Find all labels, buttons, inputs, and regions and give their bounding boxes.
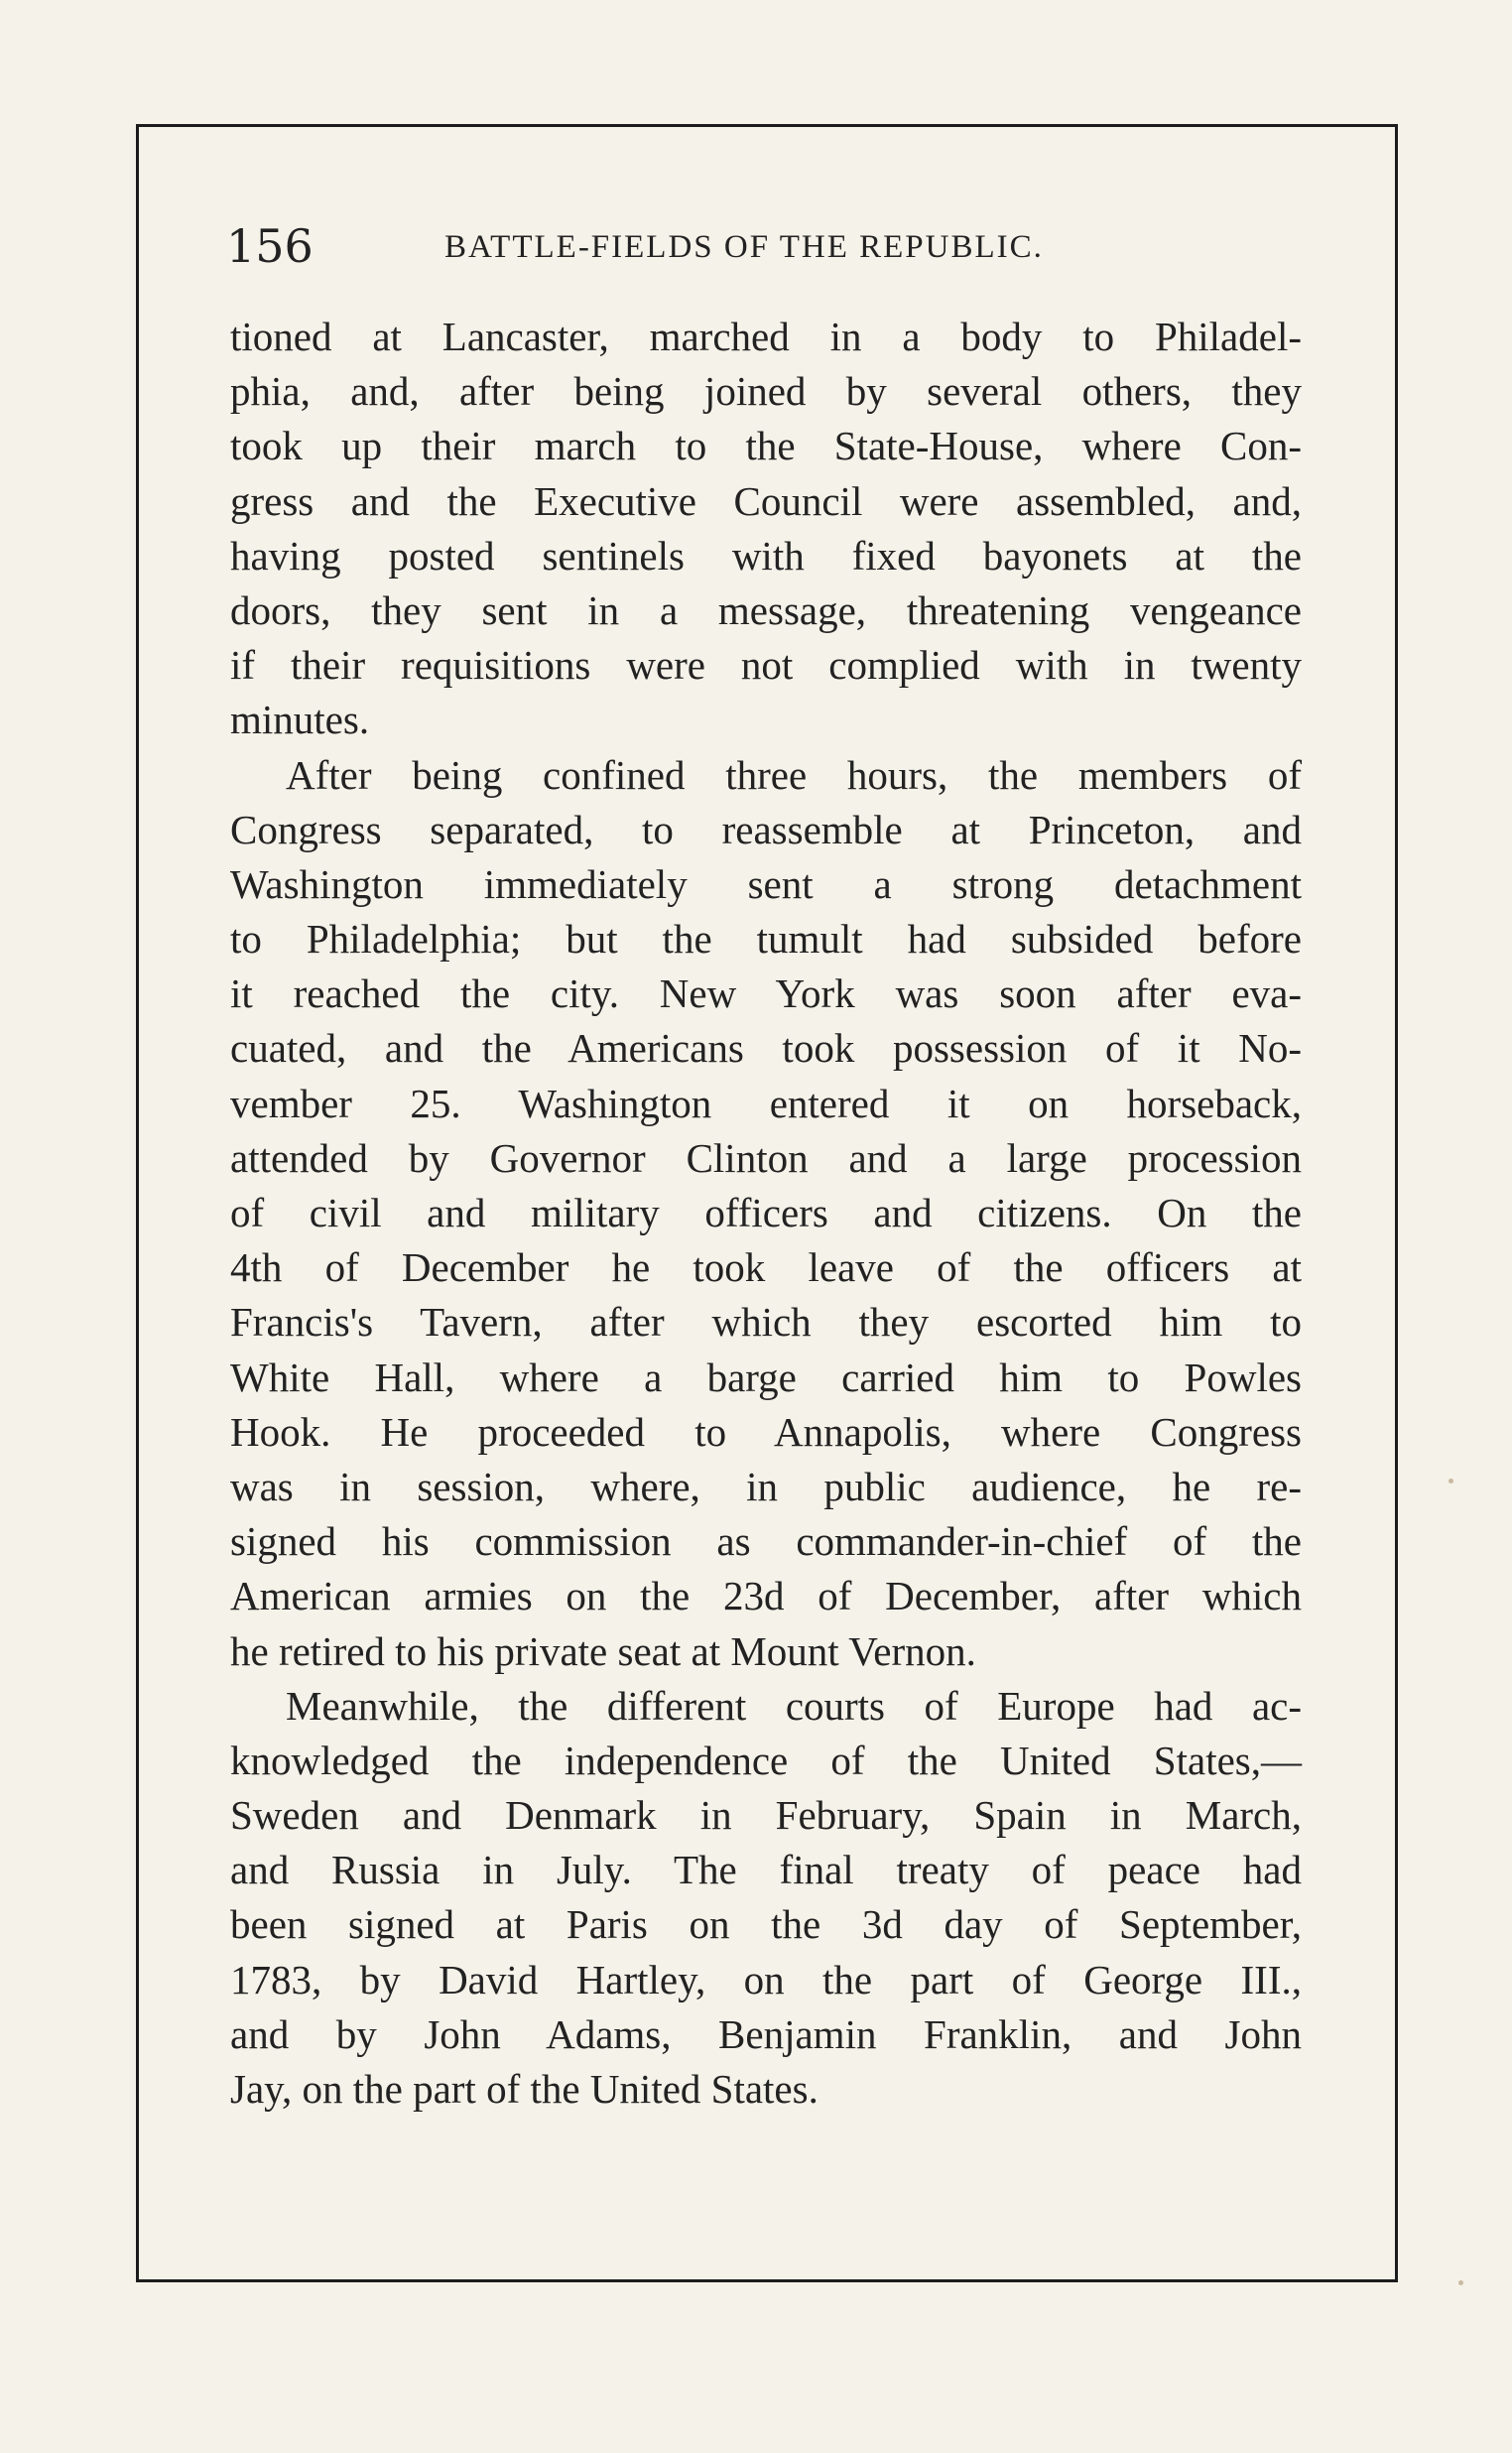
running-title: BATTLE-FIELDS OF THE REPUBLIC.: [444, 229, 1044, 265]
text-line: 1783, by David Hartley, on the part of George III.,: [230, 1956, 1302, 2002]
text-line: it reached the city. New York was soon after eva-: [230, 970, 1302, 1017]
text-line: Hook. He proceeded to Annapolis, where Congress: [230, 1408, 1302, 1455]
text-line: attended by Governor Clinton and a large procession: [230, 1134, 1302, 1181]
text-line: Meanwhile, the different courts of Europe had ac-: [286, 1682, 1302, 1729]
text-line: to Philadelphia; but the tumult had subsided before: [230, 916, 1302, 963]
text-line: and Russia in July. The final treaty of peace had: [230, 1847, 1302, 1893]
text-line: Francis's Tavern, after which they escorted him to: [230, 1299, 1302, 1346]
text-line: if their requisitions were not complied with in twenty: [230, 642, 1302, 689]
page-number: 156: [226, 219, 314, 273]
paragraph-3: [230, 1679, 1302, 2118]
text-line: been signed at Paris on the 3d day of September,: [230, 1901, 1302, 1948]
paragraph-2: [230, 748, 1302, 1679]
text-line: of civil and military officers and citizens. On the: [230, 1190, 1302, 1235]
text-line: cuated, and the Americans took possession of it No-: [230, 1025, 1302, 1072]
text-line: 4th of December he took leave of the officers at: [230, 1244, 1302, 1291]
paper-speck: [1458, 2280, 1463, 2285]
text-line: gress and the Executive Council were assembled, and,: [230, 477, 1302, 524]
text-line: he retired to his private seat at Mount Vernon.: [230, 1627, 976, 1674]
body-text: [230, 310, 1302, 2117]
text-line: Washington immediately sent a strong detachment: [230, 860, 1302, 907]
text-line: knowledged the independence of the United States,—: [230, 1737, 1302, 1783]
text-line: vember 25. Washington entered it on horseback,: [230, 1080, 1302, 1126]
page-header: [226, 216, 1367, 276]
text-line: having posted sentinels with fixed bayonets at the: [230, 532, 1302, 579]
text-line: tioned at Lancaster, marched in a body to Philadel-: [230, 314, 1302, 359]
text-line: White Hall, where a barge carried him to Powles: [230, 1354, 1302, 1400]
paragraph-1: [230, 310, 1302, 748]
text-line: and by John Adams, Benjamin Franklin, and John: [230, 2010, 1302, 2057]
text-line: took up their march to the State-House, where Con-: [230, 423, 1302, 469]
text-line: Sweden and Denmark in February, Spain in March,: [230, 1792, 1302, 1839]
text-line: Congress separated, to reassemble at Princeton, and: [230, 806, 1302, 852]
text-line: After being confined three hours, the members of: [286, 751, 1302, 798]
text-line: signed his commission as commander-in-chief of the: [230, 1518, 1302, 1565]
text-line: minutes.: [230, 697, 370, 743]
text-line: doors, they sent in a message, threatening vengeance: [230, 586, 1302, 633]
text-line: was in session, where, in public audience, he re-: [230, 1463, 1302, 1509]
text-line: American armies on the 23d of December, after which: [230, 1573, 1302, 1619]
text-line: Jay, on the part of the United States.: [230, 2066, 819, 2112]
paper-speck: [1449, 1479, 1453, 1484]
text-line: phia, and, after being joined by several others, they: [230, 368, 1302, 415]
